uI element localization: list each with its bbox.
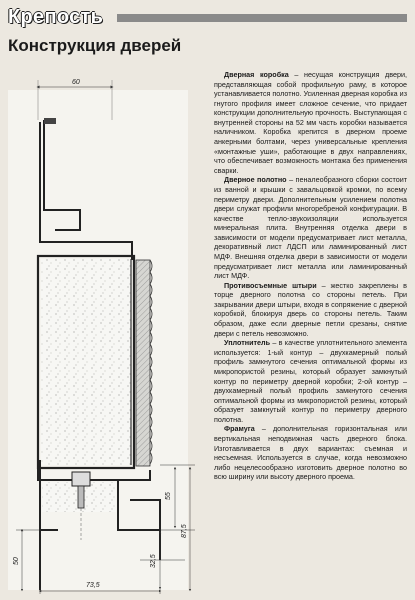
text-anti-removal-pins: – жестко закреплены в торце дверного полотна со стороны петель. При закрывании двери штыри, входя в сопряжение с дверной коробкой, блокируя дверь со стороны петель. Таким образом, даже если дверные петли срезаны, снятие двери с петель невозможно. <box>214 280 407 338</box>
dim-bottom-width: 73,5 <box>86 582 100 589</box>
inner-trim-panel <box>136 260 152 466</box>
text-seal: – в качестве уплотнительного элемента используется: 1-ый контур – двухкамерный полый профиль замкнутого сечения оптимальной формы из микропористой резины, который образует замкнутый контур по периметру дверной коробки; 2-ой контур – двухкамерный полый профиль замкнутого сечения оптимальной формы из микропористой резины, который образует замкнутый контур по периметру дверного полотна. <box>214 338 407 424</box>
dim-h3: 32,5 <box>150 554 157 568</box>
dim-top-width: 60 <box>72 79 80 86</box>
text-door-leaf: – пеналеобразного сборки состоит из ванной и крышки с завальцовкой кромки, по всему периметру двери. Дополнительным усилением полотна двери служат профили многоребреной конфигурации. В качестве тепло-звукоизоляции используется минеральная плита. Внутренняя отделка двери в зависимости от модели предусматривает лист металла, декоративный лист ЛДСП или ламинированный лист МДФ. Внешняя отделка двери в зависимости от модели предусматривает лист металла или ламинированный лист МДФ. <box>214 175 408 281</box>
brand-bar <box>117 14 407 22</box>
section-door-leaf <box>214 175 407 280</box>
dim-h2: 87,5 <box>181 524 188 538</box>
frame-top-plate <box>44 118 56 124</box>
text-transom: – дополнительная горизонтальная или вертикальная неподвижная часть дверного блока. Изготавливается в двух вариантах: съемная и несъемная. Используется в случае, когда невозможно либо нецелесообразно изготовить дверное полотно во всю ширину или высоту дверного проема. <box>214 424 407 482</box>
section-door-frame <box>214 70 407 175</box>
brand-title: Крепость <box>8 6 104 28</box>
description-column <box>214 70 407 482</box>
mineral-insulation <box>41 259 131 465</box>
dim-h1: 55 <box>165 492 172 500</box>
text-door-frame: – несущая конструкция двери, представляющая собой профильную раму, в которое устанавливается полотно. Усиленная дверная коробка из гнутого профиля имеет сложное сечение, что придает конструкции дополнительную прочность. Выступающая с внутренней стороны на 52 мм часть коробки называется наличником. Коробка крепится в дверном проеме анкерными болтами, через универсальные крепления «монтажные уши», работающие в двух направлениях, что обеспечивает возможность монтажа без применения сварки. <box>214 70 407 175</box>
section-anti-removal-pins <box>214 281 407 338</box>
term-door-leaf: Дверное полотно <box>224 175 287 185</box>
door-cross-section-drawing <box>0 60 215 600</box>
section-seal <box>214 338 407 424</box>
page-title: Конструкция дверей <box>8 36 182 55</box>
dim-h4: 50 <box>13 557 20 565</box>
term-door-frame: Дверная коробка <box>224 70 289 79</box>
term-transom: Фрамуга <box>224 424 255 434</box>
term-seal: Уплотнитель <box>224 338 271 348</box>
term-anti-removal-pins: Противосъемные штыри <box>224 280 317 290</box>
section-transom <box>214 424 407 481</box>
